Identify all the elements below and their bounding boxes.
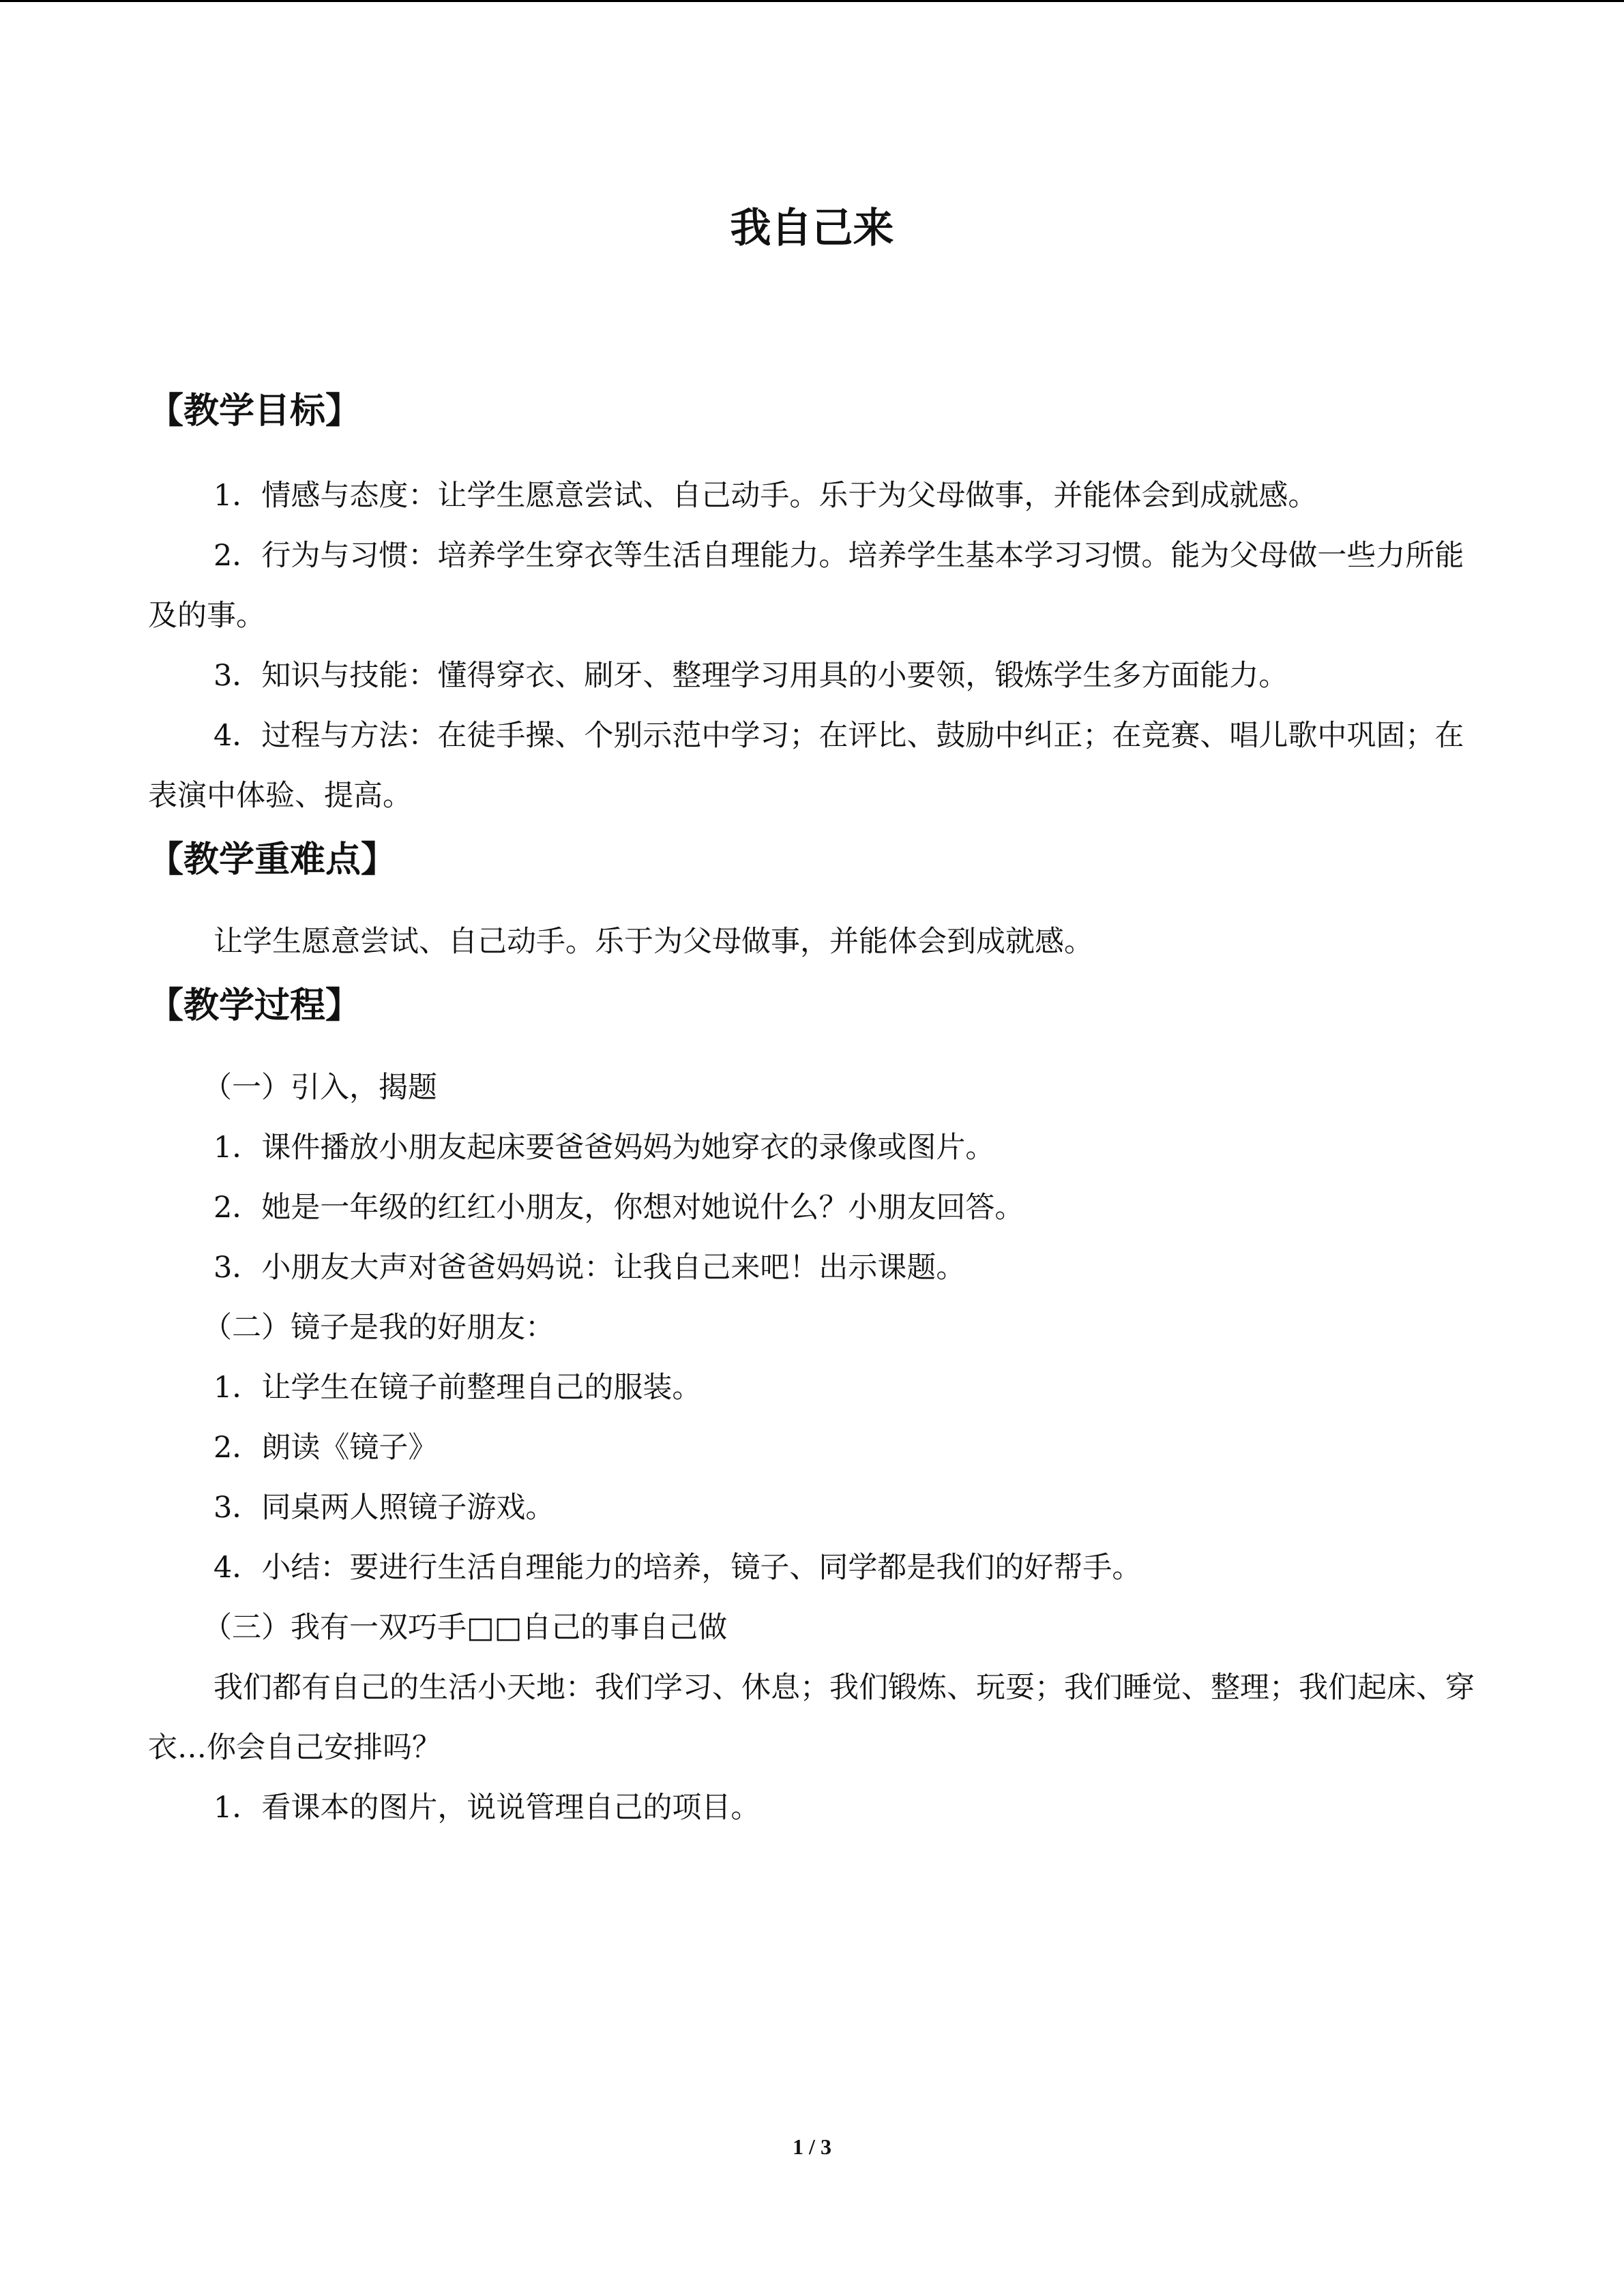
process-line: 3．小朋友大声对爸爸妈妈说：让我自己来吧！出示课题。 bbox=[213, 1251, 966, 1285]
process-line: 4．小结：要进行生活自理能力的培养，镜子、同学都是我们的好帮手。 bbox=[213, 1551, 1142, 1585]
process-line: 1．让学生在镜子前整理自己的服装。 bbox=[213, 1371, 702, 1405]
key-points-text: 让学生愿意尝试、自己动手。乐于为父母做事，并能体会到成就感。 bbox=[213, 925, 1093, 959]
page-number: 1 / 3 bbox=[793, 2134, 831, 2159]
objective-item: 1．情感与态度：让学生愿意尝试、自己动手。乐于为父母做事，并能体会到成就感。 bbox=[213, 479, 1318, 513]
objective-item: 4．过程与方法：在徒手操、个别示范中学习；在评比、鼓励中纠正；在竞赛、唱儿歌中巩固；在表演中体验、提高。 bbox=[148, 719, 1464, 813]
process-line: 3．同桌两人照镜子游戏。 bbox=[213, 1491, 555, 1525]
section-heading-objectives: 【教学目标】 bbox=[148, 391, 361, 432]
objective-item: 3．知识与技能：懂得穿衣、刷牙、整理学习用具的小要领，锻炼学生多方面能力。 bbox=[213, 659, 1288, 693]
process-line: 2．朗读《镜子》 bbox=[213, 1431, 438, 1465]
section-heading-process: 【教学过程】 bbox=[148, 985, 361, 1026]
process-subheading: （三）我有一双巧手□□自己的事自己做 bbox=[203, 1611, 728, 1645]
document-title: 我自己来 bbox=[730, 205, 894, 252]
objective-item: 2．行为与习惯：培养学生穿衣等生活自理能力。培养学生基本学习习惯。能为父母做一些力所能及的事。 bbox=[148, 539, 1464, 633]
process-subheading: （二）镜子是我的好朋友： bbox=[203, 1311, 555, 1345]
process-line: 1．看课本的图片，说说管理自己的项目。 bbox=[213, 1791, 761, 1825]
section-heading-key-points: 【教学重难点】 bbox=[148, 839, 397, 880]
page-top-rule bbox=[0, 0, 1624, 2]
process-line: 我们都有自己的生活小天地：我们学习、休息；我们锻炼、玩耍；我们睡觉、整理；我们起床、穿衣…你会自己安排吗？ bbox=[148, 1671, 1475, 1765]
process-line: 2．她是一年级的红红小朋友，你想对她说什么？小朋友回答。 bbox=[213, 1191, 1024, 1225]
process-line: 1．课件播放小朋友起床要爸爸妈妈为她穿衣的录像或图片。 bbox=[213, 1131, 995, 1165]
process-subheading: （一）引入，揭题 bbox=[203, 1071, 437, 1105]
